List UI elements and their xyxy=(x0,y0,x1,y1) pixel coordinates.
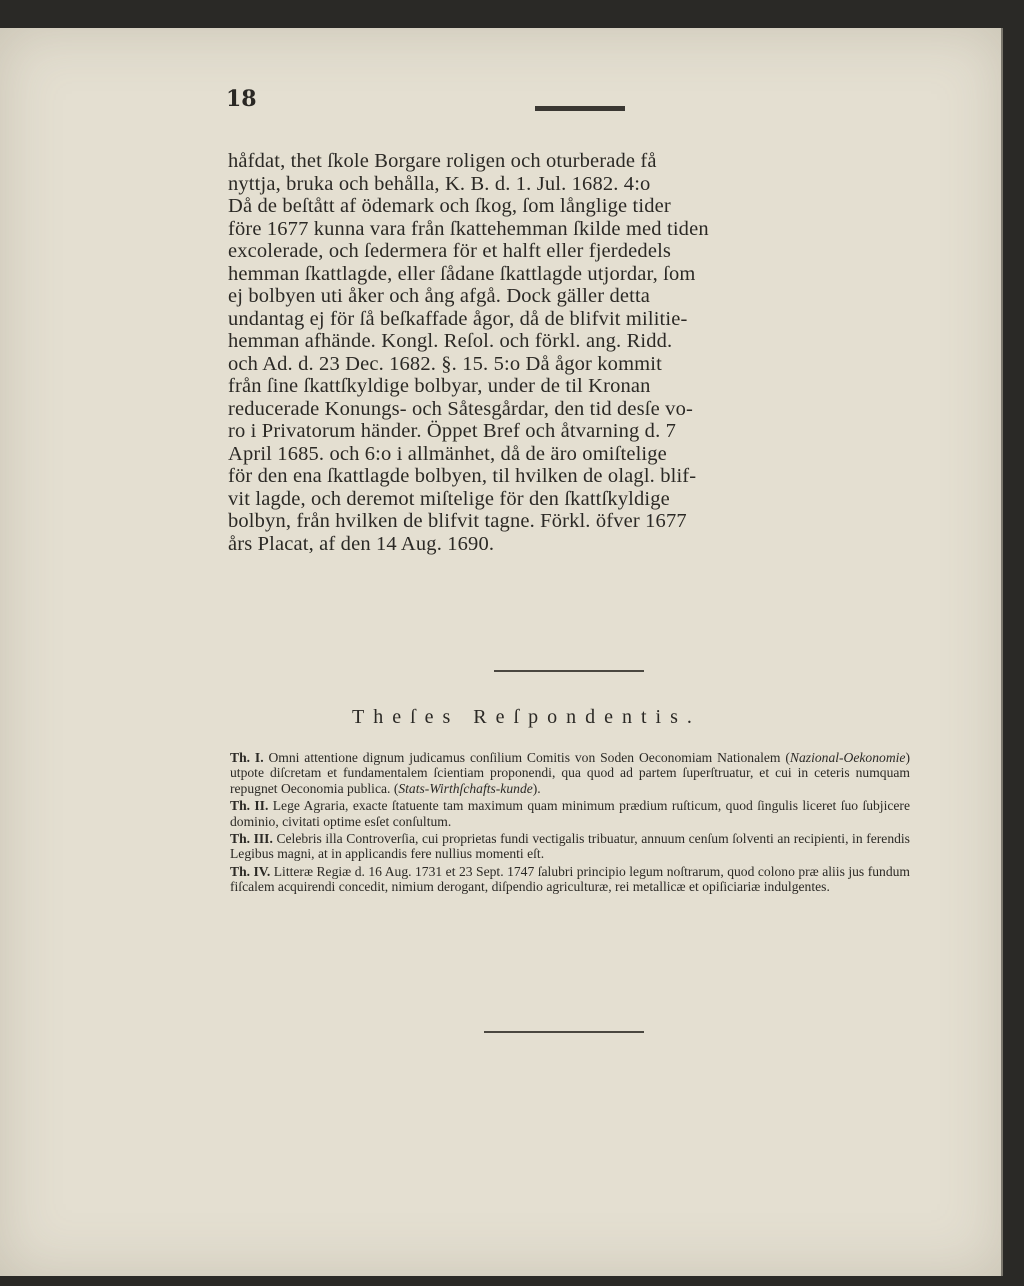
theses-list xyxy=(230,750,910,897)
text-line: års Placat, af den 14 Aug. 1690. xyxy=(228,532,495,555)
section-divider-top xyxy=(494,670,644,672)
thesis-label: Th. IV. xyxy=(230,863,271,879)
thesis-text: Omni attentione dignum judicamus conſilium Comitis von Soden Oeconomiam Nationalem ( xyxy=(268,750,790,765)
main-text-block xyxy=(228,150,908,555)
thesis-text: ). xyxy=(532,780,541,796)
page-edge xyxy=(1001,28,1003,1276)
text-line: reducerade Konungs- och Såtesgårdar, den tid desſe vo- xyxy=(228,397,693,420)
text-line: och Ad. d. 23 Dec. 1682. §. 15. 5:o Då ågor kommit xyxy=(228,352,662,375)
thesis-label: Th. I. xyxy=(230,750,264,765)
text-line: excolerade, och ſedermera för et halft eller fjerdedels xyxy=(228,240,672,262)
text-line: vit lagde, och deremot miſtelige för den ſkattſkyldige xyxy=(228,487,670,510)
thesis-4 xyxy=(230,864,910,895)
text-line: Då de beſtått af ödemark och ſkog, ſom långlige tider xyxy=(228,195,671,217)
thesis-label: Th. III. xyxy=(230,831,273,847)
header-rule xyxy=(535,106,625,111)
text-line: hemman ſkattlagde, eller ſådane ſkattlagde utjordar, ſom xyxy=(228,262,696,285)
text-line: för den ena ſkattlagde bolbyen, til hvilken de olagl. blif- xyxy=(228,465,697,487)
text-line: undantag ej för ſå beſkaffade ågor, då de blifvit militie- xyxy=(228,307,688,330)
thesis-2 xyxy=(230,798,910,829)
text-line: håfdat, thet ſkole Borgare roligen och oturberade få xyxy=(228,150,657,172)
thesis-italic: Nazional-Oekonomie xyxy=(789,750,906,765)
theses-heading: Theſes Reſpondentis. xyxy=(352,706,701,728)
thesis-text: ) utpote diſcretam et fundamentalem ſcientiam proponendi, qua quod ad partem ſuperſtruatur, et cui in ceteris numquam repugnet Oeconomia publica. ( xyxy=(230,750,910,796)
section-divider-bottom xyxy=(484,1031,644,1033)
thesis-text: Celebris illa Controverſia, cui proprietas fundi vectigalis tribuatur, annuum cenſum ſolventi an recipienti, in ferendis Legibus magni, at in applicandis fere nullius momenti eſt. xyxy=(230,831,910,862)
text-line: från ſine ſkattſkyldige bolbyar, under de til Kronan xyxy=(228,375,651,397)
text-line: bolbyn, från hvilken de blifvit tagne. Förkl. öfver 1677 xyxy=(228,510,687,532)
text-line: nyttja, bruka och behålla, K. B. d. 1. Jul. 1682. 4:o xyxy=(228,172,651,195)
text-line: före 1677 kunna vara från ſkattehemman ſkilde med tiden xyxy=(228,217,709,240)
thesis-text: Lege Agraria, exacte ſtatuente tam maximum quam minimum prædium ruſticum, quod ſingulis liceret ſuo ſubjicere dominio, civitati optime esſet conſultum. xyxy=(230,798,910,829)
thesis-italic: Stats-Wirthſchafts-kunde xyxy=(398,780,533,796)
text-line: ro i Privatorum händer. Öppet Bref och åtvarning d. 7 xyxy=(228,420,677,442)
page-number: 18 xyxy=(226,86,257,112)
thesis-text: Litteræ Regiæ d. 16 Aug. 1731 et 23 Sept. 1747 ſalubri principio legum noſtrarum, quod colono præ aliis jus fundum fiſcalem acquirendi concedit, nimium derogant, diſpendio agriculturæ, rei metallicæ et opiſiciariæ indulgentes. xyxy=(230,863,910,895)
text-line: hemman afhände. Kongl. Reſol. och förkl. ang. Ridd. xyxy=(228,330,673,352)
thesis-1 xyxy=(230,750,910,796)
thesis-3 xyxy=(230,831,910,862)
text-line: ej bolbyen uti åker och ång afgå. Dock gäller detta xyxy=(228,285,651,307)
thesis-label: Th. II. xyxy=(230,798,269,814)
text-line: April 1685. och 6:o i allmänhet, då de äro omiſtelige xyxy=(228,442,667,465)
